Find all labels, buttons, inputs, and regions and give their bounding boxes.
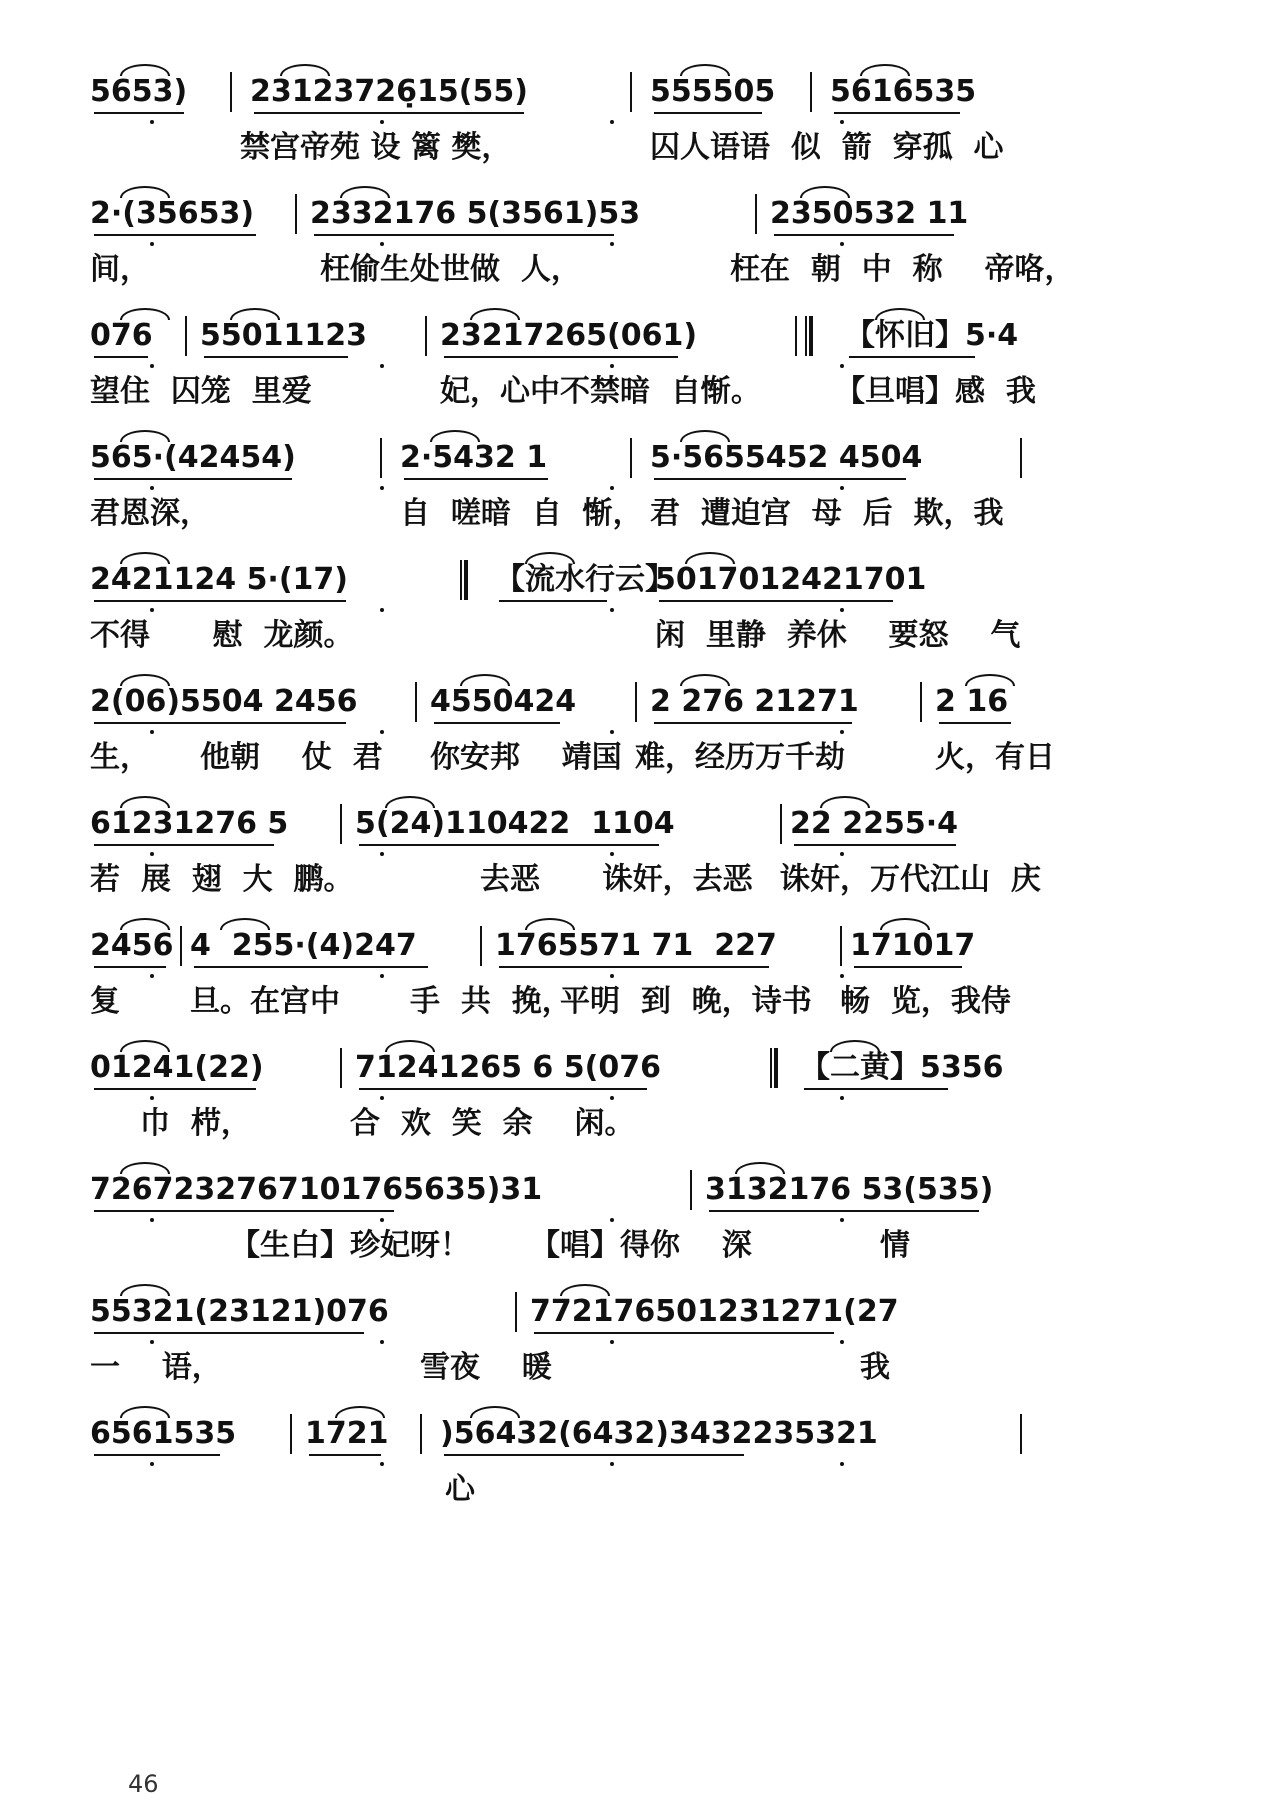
slur-mark — [965, 674, 1015, 686]
note-group: 2 16 — [935, 684, 1009, 719]
beam-line — [534, 1332, 834, 1334]
lyric-phrase: 情 — [880, 1228, 910, 1263]
octave-dot — [150, 364, 154, 368]
lyric-phrase: 心 — [445, 1472, 475, 1507]
lyric-phrase: 他朝 仗 君 — [200, 740, 383, 775]
lyrics-line — [90, 982, 1180, 1022]
bar-line — [415, 682, 417, 722]
slur-mark — [220, 918, 270, 930]
note-group: 7267232767101765635)31 — [90, 1172, 543, 1207]
note-group: 1765571 71 227 — [495, 928, 777, 963]
bar-line — [515, 1292, 517, 1332]
slur-mark — [560, 1284, 610, 1296]
lyrics-line — [90, 494, 1180, 534]
octave-dot — [150, 1462, 154, 1466]
bar-line — [180, 926, 182, 966]
note-group: 2421124 5·(17) — [90, 562, 349, 597]
octave-dot — [610, 1218, 614, 1222]
note-group: 2(06)5504 2456 — [90, 684, 358, 719]
beam-line — [804, 1088, 948, 1090]
beam-line — [774, 234, 954, 236]
octave-dot — [380, 974, 384, 978]
lyric-phrase: 难，经历万千劫 — [635, 740, 845, 775]
note-group: 01241(22) — [90, 1050, 264, 1085]
slur-mark — [460, 674, 510, 686]
octave-dot — [610, 1462, 614, 1466]
lyrics-line — [90, 1348, 1180, 1388]
beam-line — [939, 722, 1011, 724]
lyric-phrase: 禁宫帝苑 设 篱 樊， — [240, 130, 512, 165]
lyric-phrase: 间， — [90, 252, 150, 287]
bar-line — [755, 194, 757, 234]
note-group: 4 255·(4)247 — [190, 928, 417, 963]
slur-mark — [525, 552, 575, 564]
octave-dot — [150, 1340, 154, 1344]
notation-line — [90, 436, 1180, 480]
bar-line — [810, 72, 812, 112]
beam-line — [404, 478, 548, 480]
beam-line — [654, 478, 906, 480]
bar-line — [920, 682, 922, 722]
octave-dot — [380, 608, 384, 612]
beam-line — [444, 356, 678, 358]
note-group: 3132176 53(535) — [705, 1172, 994, 1207]
bar-line — [630, 72, 632, 112]
octave-dot — [610, 974, 614, 978]
notation-line — [90, 1046, 1180, 1090]
octave-dot — [840, 1218, 844, 1222]
octave-dot — [610, 364, 614, 368]
beam-line — [94, 234, 256, 236]
octave-dot — [150, 608, 154, 612]
octave-dot — [150, 1218, 154, 1222]
bar-line — [290, 1414, 292, 1454]
slur-mark — [120, 552, 170, 564]
lyric-phrase: 枉在 朝 中 称 帝咯， — [730, 252, 1075, 287]
slur-mark — [680, 64, 730, 76]
notation-line — [90, 802, 1180, 846]
slur-mark — [385, 796, 435, 808]
note-group: 6561535 — [90, 1416, 237, 1451]
note-group: 22 2255·4 — [790, 806, 958, 841]
slur-mark — [120, 430, 170, 442]
octave-dot — [840, 486, 844, 490]
notation-line — [90, 314, 1180, 358]
beam-line — [654, 722, 852, 724]
lyrics-line — [90, 1226, 1180, 1266]
notation-line — [90, 558, 1180, 602]
notation-line — [90, 1290, 1180, 1334]
beam-line — [94, 1088, 256, 1090]
slur-mark — [820, 796, 870, 808]
beam-line — [359, 1088, 647, 1090]
notation-line — [90, 192, 1180, 236]
slur-mark — [120, 186, 170, 198]
bar-line — [340, 804, 342, 844]
beam-line — [94, 1332, 364, 1334]
notation-line — [90, 1412, 1180, 1456]
lyric-phrase: 闲 里静 养休 要怒 气 — [655, 618, 1021, 653]
octave-dot — [840, 608, 844, 612]
beam-line — [94, 478, 292, 480]
beam-line — [309, 1454, 381, 1456]
lyric-phrase: 雪夜 暖 — [420, 1350, 552, 1385]
bar-line — [230, 72, 232, 112]
slur-mark — [875, 308, 925, 320]
octave-dot — [610, 608, 614, 612]
beam-line — [94, 1210, 394, 1212]
note-group: 2456 — [90, 928, 174, 963]
octave-dot — [840, 242, 844, 246]
beam-line — [94, 112, 184, 114]
note-group: 【流水行云】 — [495, 562, 675, 597]
lyric-phrase: 你安邦 靖国 — [430, 740, 622, 775]
slur-mark — [880, 918, 930, 930]
lyric-phrase: 复 — [90, 984, 120, 1019]
bar-line — [295, 194, 297, 234]
octave-dot — [150, 852, 154, 856]
note-group: 23123726̣15(55) — [250, 74, 528, 109]
note-group: 2·5432 1 — [400, 440, 548, 475]
slur-mark — [860, 64, 910, 76]
note-group: 5653) — [90, 74, 188, 109]
note-group: 2·(35653) — [90, 196, 255, 231]
beam-line — [314, 234, 614, 236]
note-group: 555505 — [650, 74, 776, 109]
lyric-phrase: 妃，心中不禁暗 自惭。 — [440, 374, 761, 409]
lyrics-line — [90, 616, 1180, 656]
note-group: 【怀旧】5·4 — [845, 318, 1019, 353]
octave-dot — [840, 730, 844, 734]
octave-dot — [840, 1096, 844, 1100]
slur-mark — [120, 674, 170, 686]
note-group: )56432(6432)3432235321 — [440, 1416, 878, 1451]
octave-dot — [610, 242, 614, 246]
note-group: 2 276 21271 — [650, 684, 859, 719]
beam-line — [499, 966, 769, 968]
double-bar-line — [770, 1048, 778, 1088]
note-group: 55321(23121)076 — [90, 1294, 389, 1329]
bar-line — [795, 316, 797, 356]
note-group: 5·5655452 4504 — [650, 440, 923, 475]
slur-mark — [120, 918, 170, 930]
note-group: 171017 — [850, 928, 976, 963]
lyric-phrase: 【旦唱】感 我 — [835, 374, 1036, 409]
bar-line — [1020, 1414, 1022, 1454]
octave-dot — [840, 852, 844, 856]
lyric-phrase: 君恩深， — [90, 496, 210, 531]
note-group: 2332176 5(3561)53 — [310, 196, 641, 231]
page-number: 46 — [128, 1770, 159, 1798]
lyrics-line — [90, 1104, 1180, 1144]
lyric-phrase: 我 — [860, 1350, 890, 1385]
lyric-phrase: 不得 慰 龙颜。 — [90, 618, 354, 653]
lyrics-line — [90, 1470, 1180, 1510]
slur-mark — [430, 430, 480, 442]
octave-dot — [150, 242, 154, 246]
beam-line — [204, 356, 348, 358]
slur-mark — [230, 308, 280, 320]
octave-dot — [380, 120, 384, 124]
slur-mark — [680, 674, 730, 686]
beam-line — [834, 112, 960, 114]
slur-mark — [120, 308, 170, 320]
octave-dot — [840, 1340, 844, 1344]
slur-mark — [120, 1284, 170, 1296]
octave-dot — [840, 1462, 844, 1466]
beam-line — [94, 356, 148, 358]
bar-line — [635, 682, 637, 722]
double-bar-line — [805, 316, 813, 356]
bar-line — [425, 316, 427, 356]
beam-line — [94, 966, 166, 968]
note-group: 23217265(061) — [440, 318, 698, 353]
octave-dot — [610, 1340, 614, 1344]
beam-line — [849, 356, 975, 358]
octave-dot — [840, 364, 844, 368]
lyric-phrase: 【生白】珍妃呀！ — [230, 1228, 470, 1263]
octave-dot — [380, 1218, 384, 1222]
note-group: 565·(42454) — [90, 440, 296, 475]
slur-mark — [120, 64, 170, 76]
lyric-phrase: 巾 栉， — [140, 1106, 251, 1141]
slur-mark — [335, 1406, 385, 1418]
lyrics-line — [90, 250, 1180, 290]
lyric-phrase: 【唱】得你 深 — [530, 1228, 752, 1263]
bar-line — [480, 926, 482, 966]
beam-line — [254, 112, 524, 114]
octave-dot — [840, 120, 844, 124]
slur-mark — [385, 1040, 435, 1052]
bar-line — [185, 316, 187, 356]
beam-line — [94, 722, 346, 724]
bar-line — [380, 438, 382, 478]
beam-line — [94, 1454, 220, 1456]
notation-line — [90, 680, 1180, 724]
lyric-phrase: 去恶 诛奸，去恶 — [480, 862, 753, 897]
lyric-phrase: 火，有日 — [935, 740, 1055, 775]
octave-dot — [610, 120, 614, 124]
slur-mark — [340, 186, 390, 198]
note-group: 772176501231271(27 — [530, 1294, 899, 1329]
lyric-phrase: 诛奸，万代江山 庆 — [780, 862, 1041, 897]
double-bar-line — [460, 560, 468, 600]
lyric-phrase: 生， — [90, 740, 150, 775]
lyric-phrase: 望住 囚笼 里爱 — [90, 374, 312, 409]
note-group: 076 — [90, 318, 153, 353]
octave-dot — [610, 1096, 614, 1100]
slur-mark — [800, 186, 850, 198]
octave-dot — [380, 1096, 384, 1100]
slur-mark — [120, 796, 170, 808]
note-group: 55011123 — [200, 318, 367, 353]
lyrics-line — [90, 372, 1180, 412]
octave-dot — [380, 486, 384, 490]
note-group: 1721 — [305, 1416, 389, 1451]
lyric-phrase: 一 语， — [90, 1350, 222, 1385]
note-group: 【二黄】5356 — [800, 1050, 1004, 1085]
lyrics-line — [90, 860, 1180, 900]
lyric-phrase: 若 展 翅 大 鹏。 — [90, 862, 354, 897]
lyric-phrase: 旦。在宫中 — [190, 984, 340, 1019]
slur-mark — [830, 1040, 880, 1052]
octave-dot — [610, 852, 614, 856]
lyric-phrase: 平明 到 晚，诗书 — [560, 984, 812, 1019]
beam-line — [654, 112, 762, 114]
lyric-phrase: 自 嗟暗 自 惭， — [400, 496, 643, 531]
note-group: 5616535 — [830, 74, 977, 109]
beam-line — [194, 966, 428, 968]
beam-line — [444, 1454, 744, 1456]
slur-mark — [470, 1406, 520, 1418]
note-group: 71241265 6 5(076 — [355, 1050, 661, 1085]
octave-dot — [150, 974, 154, 978]
slur-mark — [680, 430, 730, 442]
lyric-phrase: 手 共 挽， — [410, 984, 572, 1019]
lyrics-line — [90, 738, 1180, 778]
octave-dot — [380, 242, 384, 246]
beam-line — [854, 966, 962, 968]
octave-dot — [380, 852, 384, 856]
bar-line — [630, 438, 632, 478]
lyric-phrase: 君 遭迫宫 母 后 欺，我 — [650, 496, 1004, 531]
beam-line — [499, 600, 607, 602]
octave-dot — [150, 1096, 154, 1100]
slur-mark — [525, 918, 575, 930]
note-group: 5017012421701 — [655, 562, 927, 597]
slur-mark — [120, 1406, 170, 1418]
octave-dot — [610, 730, 614, 734]
slur-mark — [280, 64, 330, 76]
lyrics-line — [90, 128, 1180, 168]
beam-line — [794, 844, 956, 846]
beam-line — [94, 844, 274, 846]
notation-line — [90, 1168, 1180, 1212]
octave-dot — [840, 974, 844, 978]
bar-line — [840, 926, 842, 966]
slur-mark — [735, 1162, 785, 1174]
octave-dot — [150, 120, 154, 124]
notation-line — [90, 70, 1180, 114]
beam-line — [659, 600, 893, 602]
beam-line — [709, 1210, 979, 1212]
octave-dot — [610, 486, 614, 490]
bar-line — [420, 1414, 422, 1454]
beam-line — [359, 844, 659, 846]
note-group: 2350532 11 — [770, 196, 969, 231]
octave-dot — [380, 730, 384, 734]
bar-line — [340, 1048, 342, 1088]
bar-line — [1020, 438, 1022, 478]
lyric-phrase: 畅 览，我侍 — [840, 984, 1011, 1019]
octave-dot — [380, 364, 384, 368]
bar-line — [690, 1170, 692, 1210]
lyric-phrase: 合 欢 笑 余 闲。 — [350, 1106, 635, 1141]
notation-line — [90, 924, 1180, 968]
note-group: 61231276 5 — [90, 806, 289, 841]
lyric-phrase: 枉偷生处世做 人， — [320, 252, 581, 287]
bar-line — [780, 804, 782, 844]
slur-mark — [120, 1040, 170, 1052]
octave-dot — [380, 1462, 384, 1466]
beam-line — [94, 600, 346, 602]
octave-dot — [150, 730, 154, 734]
lyric-phrase: 囚人语语 似 箭 穿孤 心 — [650, 130, 1004, 165]
note-group: 4550424 — [430, 684, 577, 719]
beam-line — [434, 722, 560, 724]
slur-mark — [685, 552, 735, 564]
slur-mark — [470, 308, 520, 320]
note-group: 5(24)110422 1104 — [355, 806, 675, 841]
slur-mark — [120, 1162, 170, 1174]
octave-dot — [380, 1340, 384, 1344]
octave-dot — [150, 486, 154, 490]
